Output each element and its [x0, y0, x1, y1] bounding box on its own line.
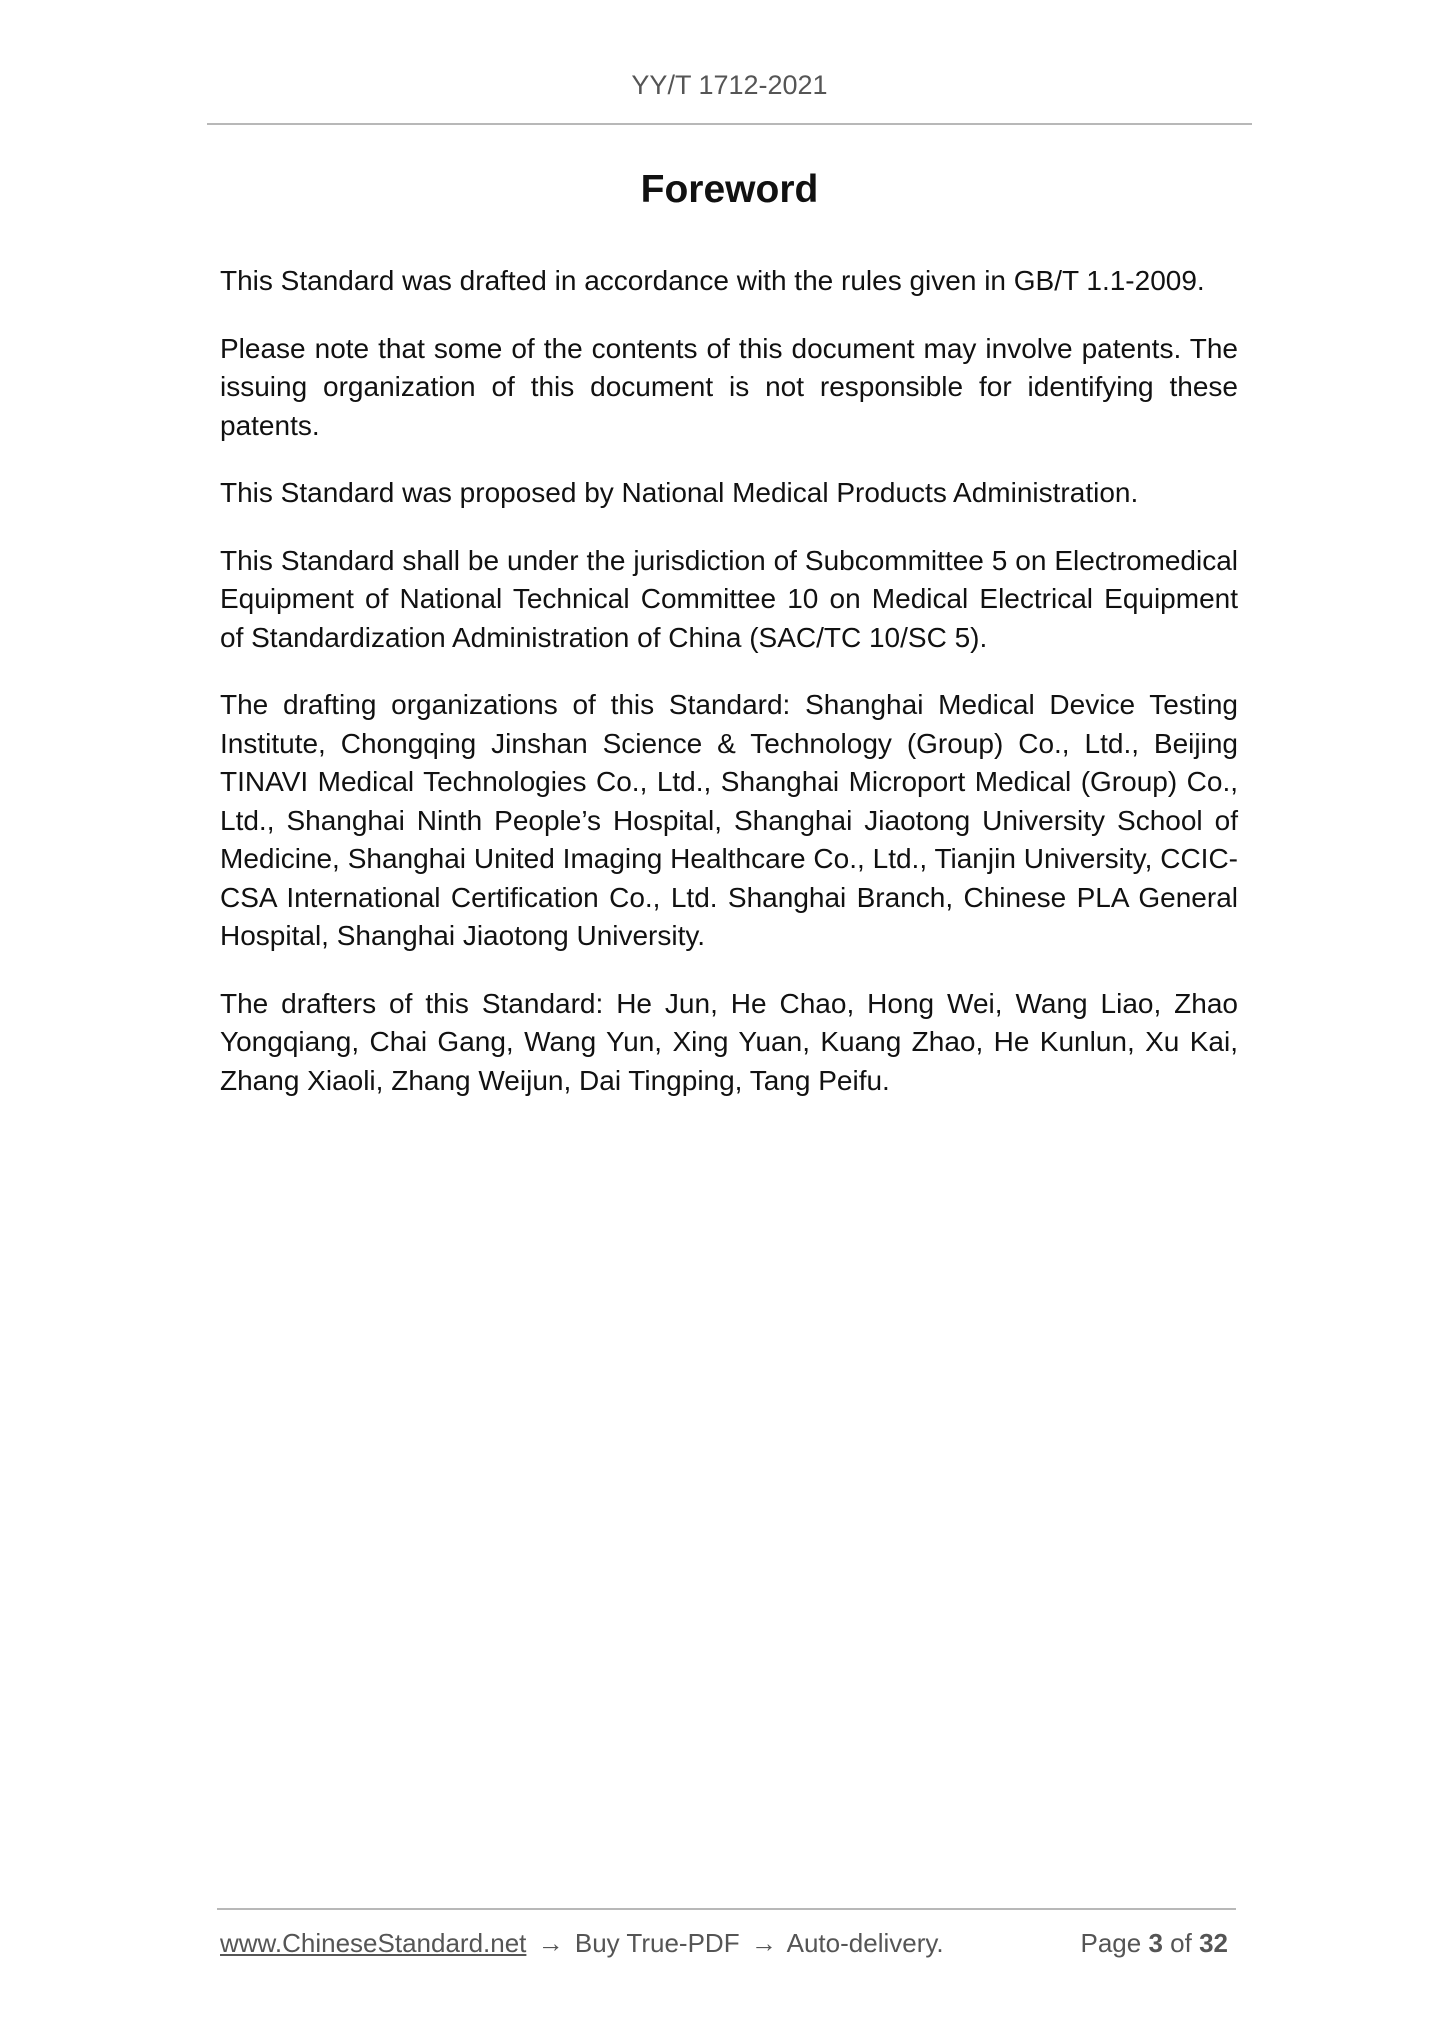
page-of-label: of	[1170, 1928, 1192, 1958]
paragraph-proposer: This Standard was proposed by National Medical Products Administration.	[220, 477, 1139, 508]
page-label: Page	[1080, 1928, 1142, 1958]
paragraph-drafters: The drafters of this Standard: He Jun, He Chao, Hong Wei, Wang Liao, Zhao Yongqiang, Chai Gang, Wang Yun, Xing Yuan, Kuang Zhao, He Kunlun, Xu Kai, Zhang Xiaoli, Zhang Weijun, Dai Tingping, Tang Peifu.	[220, 987, 1238, 1096]
website-link[interactable]: www.ChineseStandard.net	[220, 1928, 527, 1958]
document-code-header: YY/T 1712-2021	[631, 70, 828, 100]
paragraph-patent-notice: Please note that some of the contents of this document may involve patents. The issuing organization of this document is not responsible for identifying these patents.	[220, 332, 1238, 441]
footer-divider	[217, 1908, 1236, 1910]
paragraph-drafting-rules: This Standard was drafted in accordance with the rules given in GB/T 1.1-2009.	[220, 265, 1205, 296]
header-divider	[207, 123, 1252, 125]
paragraph-drafting-organizations: The drafting organizations of this Standard: Shanghai Medical Device Testing Institute, Chongqing Jinshan Science & Technology (Group) Co., Ltd., Beijing TINAVI Medical Technologies Co., Ltd., Shanghai Microport Medical (Group) Co., Ltd., Shanghai Ninth People’s Hospital, Shanghai Jiaotong University School of Medicine, Shanghai United Imaging Healthcare Co., Ltd., Tianjin University, CCIC-CSA International Certification Co., Ltd. Shanghai Branch, Chinese PLA General Hospital, Shanghai Jiaotong University.	[220, 689, 1238, 951]
page-current: 3	[1148, 1928, 1163, 1958]
page-number	[1080, 1928, 1228, 1959]
page-title: Foreword	[640, 168, 819, 211]
page-footer	[220, 1928, 1238, 1968]
arrow-right-icon: →	[537, 1928, 564, 1958]
buy-true-pdf-text: Buy True-PDF	[574, 1928, 740, 1958]
arrow-right-icon: →	[750, 1928, 777, 1958]
auto-delivery-text: Auto-delivery.	[786, 1928, 944, 1958]
paragraph-jurisdiction: This Standard shall be under the jurisdiction of Subcommittee 5 on Electromedical Equipment of National Technical Committee 10 on Medical Electrical Equipment of Standardization Administration of China (SAC/TC 10/SC 5).	[220, 544, 1238, 653]
foreword-body	[220, 262, 1238, 1129]
footer-promo	[220, 1928, 944, 1959]
page-total: 32	[1199, 1928, 1228, 1958]
